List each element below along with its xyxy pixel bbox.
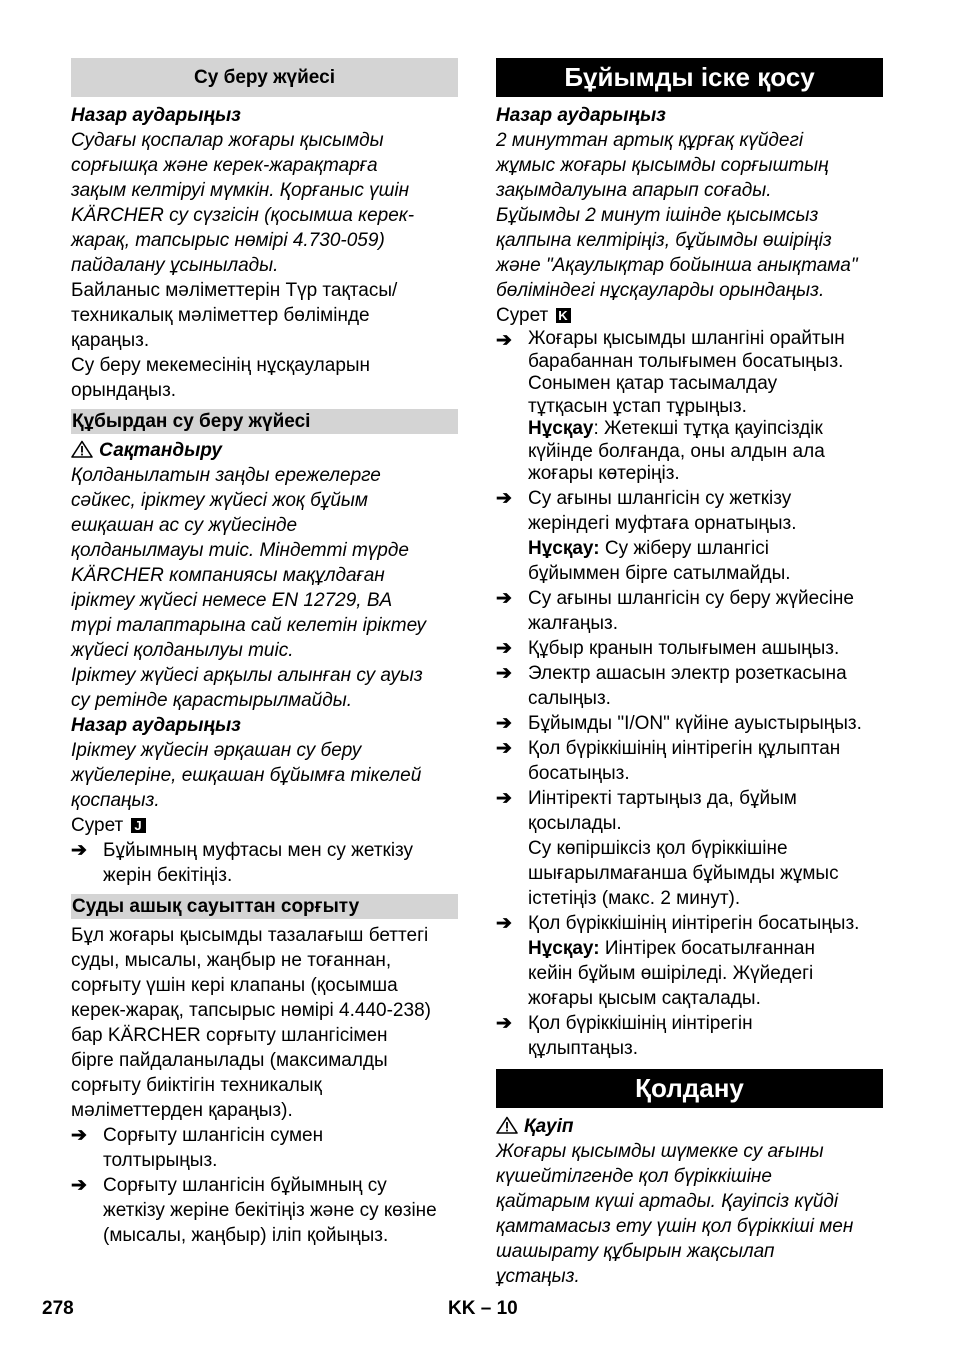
text-line: бірге пайдаланылады (максималды: [71, 1050, 388, 1071]
arrow-right-icon: ➔: [496, 1012, 512, 1034]
arrow-right-icon: ➔: [496, 662, 512, 684]
instruction-text: [528, 911, 883, 1011]
note-line: [528, 536, 883, 561]
text-line: Су көпіршіксіз қол бүріккішіне: [528, 837, 788, 859]
instruction-step: [496, 328, 883, 486]
notice-title: Назар аударыңыз: [496, 105, 666, 126]
caution-line: KÄRCHER компаниясы мақұлдаған: [71, 565, 385, 586]
caution-line: Қолданылатын заңды ережелерге: [71, 465, 381, 486]
danger-block: [496, 1114, 883, 1289]
text-line: толтырыңыз.: [103, 1150, 218, 1171]
text-line: бар KÄRCHER сорғыту шлангісімен: [71, 1025, 388, 1046]
instruction-step: [496, 786, 883, 911]
section-heading-operation: Қолдану: [496, 1069, 883, 1108]
danger-line: ұстаңыз.: [496, 1265, 580, 1287]
notice-line: зақым келтіруі мүмкін. Қорғаныс үшін: [71, 180, 410, 201]
figure-letter-badge: J: [131, 818, 146, 833]
notice-line: бөліміндегі нұсқауларды орындаңыз.: [496, 280, 825, 301]
figure-label: Сурет: [496, 305, 549, 326]
instruction-step: [496, 586, 883, 636]
arrow-right-icon: ➔: [71, 1125, 87, 1146]
text-line: Су ағыны шлангісін су жеткізу: [528, 487, 792, 509]
arrow-right-icon: ➔: [71, 840, 87, 861]
instruction-text: [528, 636, 883, 661]
note-line: [528, 418, 883, 441]
text-line: Сорғыту шлангісін сумен: [103, 1125, 324, 1146]
text-line: Бұл жоғары қысымды тазалағыш беттегі: [71, 925, 429, 946]
text-line: Сорғыту шлангісін бұйымның су: [103, 1175, 387, 1196]
notice-line: жұмыс жоғары қысымды сорғыштың: [496, 155, 829, 176]
notice-line: жүйелеріне, ешқашан бұйымға тікелей: [71, 765, 422, 786]
section-heading-water-supply: Су беру жүйесі: [71, 58, 458, 97]
text-line: құлыптаңыз.: [528, 1037, 639, 1059]
instruction-step: [496, 911, 883, 1011]
danger-line: қамтамасыз ету үшін қол бүріккіші мен: [496, 1215, 854, 1237]
instruction-step: [496, 711, 883, 736]
text-line: Қол бүріккішінің иінтірегін құлыптан: [528, 737, 841, 759]
note-text: : Жетекші тұтқа қауіпсіздік: [593, 418, 823, 439]
caution-line: ешқашан ас су жүйесінде: [71, 515, 298, 536]
text-line: күйінде болғанда, оны алдын ала: [528, 440, 825, 462]
text-line: жоғары көтеріңіз.: [528, 463, 680, 484]
text-line: Бұйымды "I/ON" күйіне ауыстырыңыз.: [528, 712, 862, 734]
notice-line: зақымдалуына апарып соғады.: [496, 180, 772, 201]
text-line: Қол бүріккішінің иінтірегін босатыңыз.: [528, 912, 860, 934]
instruction-step: [496, 486, 883, 586]
instruction-text: [528, 328, 883, 486]
note-label: Нұсқау: [528, 418, 594, 439]
text-line: мәліметтерден қараңыз).: [71, 1100, 293, 1121]
paragraph-suction: [71, 923, 458, 1123]
arrow-right-icon: ➔: [496, 787, 512, 809]
instruction-text: [103, 1123, 458, 1173]
danger-line: қайтарым күші артады. Қауіпсіз күйді: [496, 1190, 839, 1212]
text-line: техникалық мәліметтер бөлімінде: [71, 305, 370, 326]
section-code: KK – 10: [448, 1298, 518, 1319]
note-line: [528, 936, 883, 961]
notice-title: Назар аударыңыз: [71, 715, 241, 736]
instruction-text: [528, 661, 883, 711]
paragraph-contact: [71, 278, 458, 353]
notice-block-2: [71, 713, 458, 813]
caution-line: Іріктеу жүйесі арқылы алынған су ауыз: [71, 665, 423, 686]
warning-triangle-icon: [71, 440, 93, 458]
text-line: Байланыс мәліметтерін Түр тақтасы/: [71, 280, 398, 301]
danger-line: күшейтілгенде қол бүріккішіне: [496, 1165, 772, 1187]
section-heading-open-tank: Суды ашық сауыттан сорғыту: [71, 894, 458, 919]
instruction-text: [528, 486, 883, 586]
text-line: Бұйымның муфтасы мен су жеткізу: [103, 840, 414, 861]
text-line: қосылады.: [528, 812, 622, 834]
text-line: салыңыз.: [528, 687, 611, 709]
warning-triangle-icon: [496, 1116, 518, 1134]
text-line: жеріндегі муфтаға орнатыңыз.: [528, 512, 797, 534]
notice-line: қалпына келтіріңіз, бұйымды өшіріңіз: [496, 230, 832, 251]
arrow-right-icon: ➔: [496, 330, 512, 351]
note-label: Нұсқау:: [528, 937, 600, 959]
notice-line: Іріктеу жүйесін әрқашан су беру: [71, 740, 362, 761]
text-line: Қол бүріккішінің иінтірегін: [528, 1012, 753, 1034]
caution-block: [71, 438, 458, 713]
arrow-right-icon: ➔: [496, 637, 512, 659]
text-line: сорғыту үшін кері клапаны (қосымша: [71, 975, 398, 996]
danger-title-row: [496, 1114, 883, 1139]
instruction-text: [528, 786, 883, 911]
instruction-text: [103, 1173, 458, 1248]
instruction-step: [496, 661, 883, 711]
instruction-text: [528, 586, 883, 636]
text-line: Су ағыны шлангісін су беру жүйесіне: [528, 587, 854, 609]
section-heading-pipe-supply: Құбырдан су беру жүйесі: [71, 409, 458, 434]
notice-line: және "Ақаулықтар бойынша анықтама": [496, 255, 858, 276]
caution-line: түрі талаптарына сай келетін іріктеу: [71, 615, 427, 636]
note-label: Нұсқау:: [528, 537, 600, 559]
text-line: сорғыту биіктігін техникалық: [71, 1075, 322, 1096]
instruction-step: [496, 636, 883, 661]
arrow-right-icon: ➔: [71, 1175, 87, 1196]
text-line: Сонымен қатар тасымалдау: [528, 373, 778, 394]
figure-reference-k: [496, 303, 883, 328]
arrow-right-icon: ➔: [496, 912, 512, 934]
text-line: кейін бұйым өшіріледі. Жүйедегі: [528, 962, 814, 984]
arrow-right-icon: ➔: [496, 587, 512, 609]
danger-title: Қауіп: [524, 1115, 574, 1137]
danger-line: шашырату құбырын жақсылап: [496, 1240, 775, 1262]
text-line: суды, мысалы, жаңбыр не тоғаннан,: [71, 950, 392, 971]
page-number: 278: [42, 1298, 74, 1319]
text-line: керек-жарақ, тапсырыс нөмірі 4.440-238): [71, 1000, 431, 1021]
instruction-text: [103, 838, 458, 888]
notice-line: сорғышқа және керек-жарақтарға: [71, 155, 378, 176]
note-text: Иінтірек босатылғаннан: [599, 937, 815, 959]
text-line: істетіңіз (макс. 2 минут).: [528, 887, 741, 909]
instruction-step: [496, 736, 883, 786]
figure-reference-j: [71, 813, 458, 838]
notice-title: Назар аударыңыз: [71, 105, 241, 126]
section-heading-startup: Бұйымды іске қосу: [496, 58, 883, 97]
notice-line: жарақ, тапсырыс нөмірі 4.730-059): [71, 230, 385, 251]
caution-line: жүйесі қолданылуы тиіс.: [71, 640, 294, 661]
notice-line: қоспаңыз.: [71, 790, 160, 811]
paragraph-water-authority: [71, 353, 458, 403]
arrow-right-icon: ➔: [496, 487, 512, 509]
text-line: шығарылмағанша бұйымды жұмыс: [528, 862, 839, 884]
right-column: [496, 58, 883, 1289]
instruction-text: [528, 1011, 883, 1061]
notice-line: пайдалану ұсынылады.: [71, 255, 279, 276]
text-line: (мысалы, жаңбыр) іліп қойыңыз.: [103, 1225, 389, 1246]
text-line: босатыңыз.: [528, 762, 630, 784]
notice-line: 2 минуттан артық құрғақ күйдегі: [496, 130, 804, 151]
text-line: қараңыз.: [71, 330, 150, 351]
notice-block-dry-run: [496, 103, 883, 303]
caution-line: қолданылмауы тиіс. Міндетті түрде: [71, 540, 409, 561]
instruction-step: [496, 1011, 883, 1061]
text-line: Су беру мекемесінің нұсқауларын: [71, 355, 371, 376]
notice-line: Бұйымды 2 минут ішінде қысымсыз: [496, 205, 819, 226]
notice-line: KÄRCHER су сүзгісін (қосымша керек-: [71, 205, 415, 226]
text-line: жоғары қысым сақталады.: [528, 987, 761, 1009]
instruction-step: [71, 1173, 458, 1248]
text-line: бұйыммен бірге сатылмайды.: [528, 562, 791, 584]
caution-title: Сақтандыру: [99, 440, 222, 461]
instruction-text: [528, 711, 883, 736]
text-line: Жоғары қысымды шлангіні орайтын: [528, 328, 845, 349]
instruction-step: [71, 838, 458, 888]
caution-line: сәйкес, іріктеу жүйесі жоқ бұйым: [71, 490, 368, 511]
text-line: жерін бекітіңіз.: [103, 865, 233, 886]
text-line: тұтқасын ұстап тұрыңыз.: [528, 395, 747, 417]
text-line: орындаңыз.: [71, 380, 177, 401]
arrow-right-icon: ➔: [496, 737, 512, 759]
caution-line: су ретінде қарастырылмайды.: [71, 690, 353, 711]
figure-letter-badge: K: [556, 308, 571, 323]
text-line: жалғаңыз.: [528, 612, 618, 634]
text-line: жеткізу жеріне бекітіңіз және су көзіне: [103, 1200, 437, 1221]
text-line: Иінтіректі тартыңыз да, бұйым: [528, 787, 797, 809]
arrow-right-icon: ➔: [496, 712, 512, 734]
caution-line: іріктеу жүйесі немесе EN 12729, BA: [71, 590, 393, 611]
notice-block-1: [71, 103, 458, 278]
instruction-step: [71, 1123, 458, 1173]
danger-line: Жоғары қысымды шүмекке су ағыны: [496, 1140, 824, 1162]
figure-label: Сурет: [71, 815, 124, 836]
text-line: Құбыр кранын толығымен ашыңыз.: [528, 637, 840, 659]
notice-line: Судағы қоспалар жоғары қысымды: [71, 130, 384, 151]
note-text: Су жіберу шлангісі: [599, 537, 769, 559]
text-line: барабаннан толығымен босатыңыз.: [528, 350, 844, 372]
caution-title-row: [71, 438, 458, 463]
left-column: [71, 58, 458, 1248]
text-line: Электр ашасын электр розеткасына: [528, 662, 847, 684]
instruction-text: [528, 736, 883, 786]
